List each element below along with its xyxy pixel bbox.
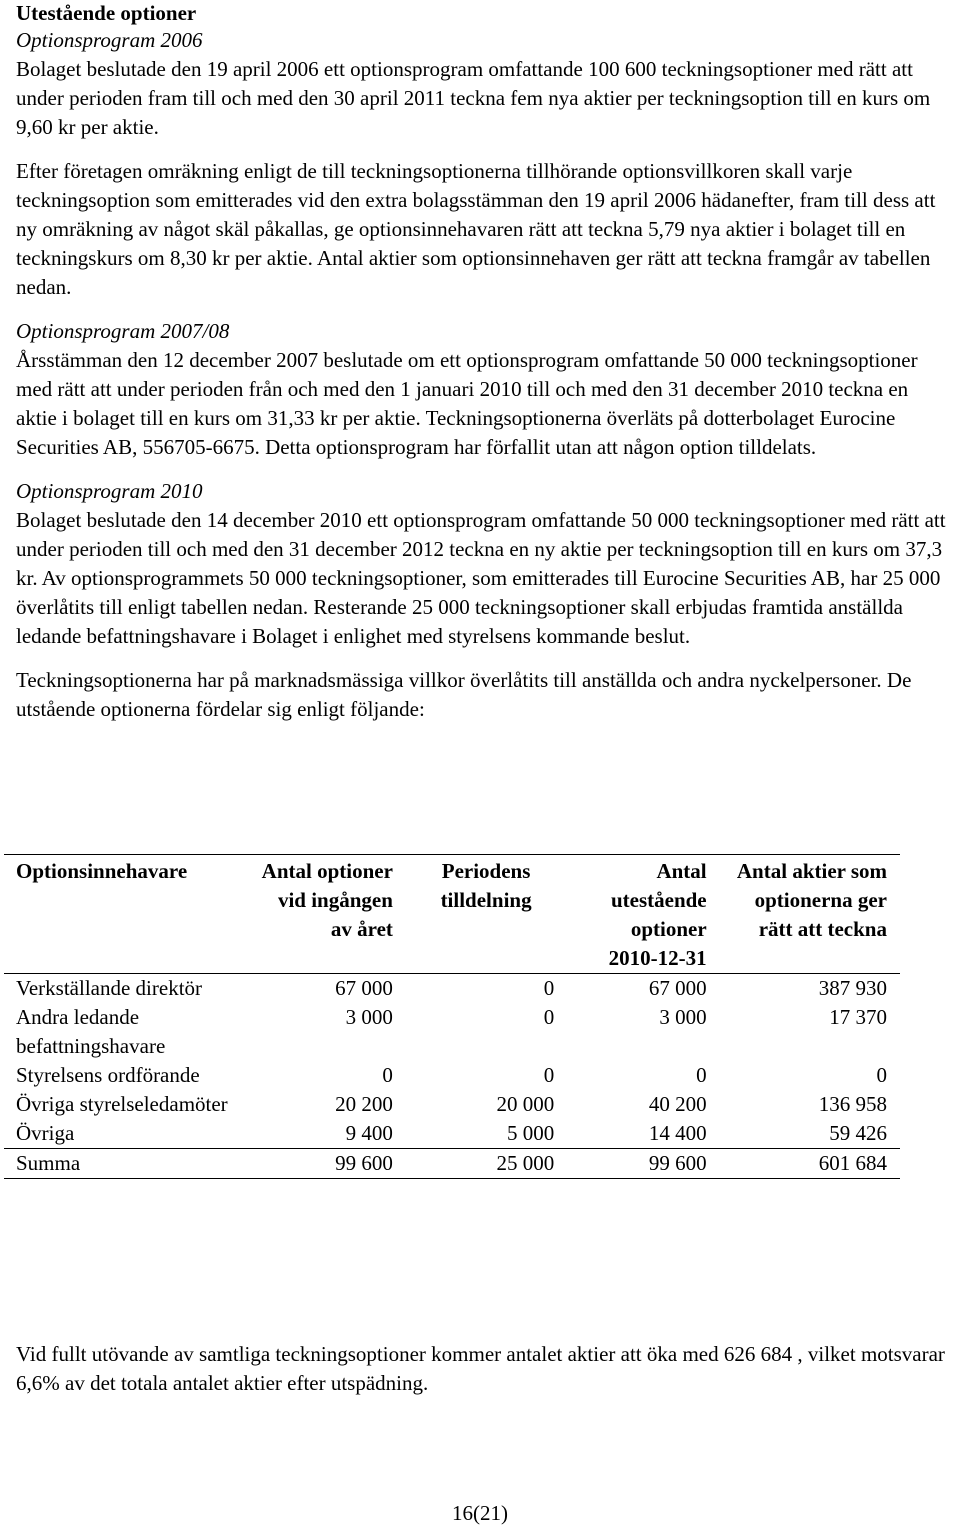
cell-start: 0 [382, 1063, 393, 1087]
cell-period: 5 000 [506, 1121, 555, 1145]
table-header-row [4, 855, 900, 974]
cell-total-start: 99 600 [245, 1149, 406, 1179]
cell-holder: Andra ledande befattningshavare [16, 1005, 166, 1058]
cell-total-shares: 601 684 [720, 1149, 900, 1179]
header-start: Antal optioner vid ingången av året [245, 855, 406, 974]
cell-shares: 59 426 [829, 1121, 887, 1145]
cell-start: 67 000 [335, 976, 393, 1000]
header-outstanding: Antal utestående optioner 2010-12-31 [567, 855, 719, 974]
cell-outstanding: 40 200 [648, 1092, 707, 1116]
cell-holder: Övriga [16, 1121, 75, 1145]
header-shares: Antal aktier som optionerna ger rätt att teckna [720, 855, 900, 974]
cell-outstanding: 3 000 [659, 1005, 707, 1029]
table-row [4, 1061, 900, 1090]
cell-start: 3 000 [345, 1005, 393, 1029]
table-row [4, 1003, 900, 1061]
cell-total-period: 25 000 [406, 1149, 567, 1179]
paragraph-2010: Bolaget beslutade den 14 december 2010 ett optionsprogram omfattande 50 000 teckningsoptioner med rätt att under perioden till och med den 31 december 2012 teckna en ny aktie per teckningsoption till en kurs om 37,3 kr. Av optionsprogrammets 50 000 teckningsoptioner, som emitterades till Eurocine Securities AB, har 25 000 överlåtits till enligt tabellen nedan. Resterande 25 000 teckningsoptioner skall erbjudas framtida anställda ledande befattningshavare i Bolaget i enlighet med styrelsens kommande beslut. [16, 508, 946, 648]
table-total-row [4, 1149, 900, 1179]
cell-holder: Övriga styrelseledamöter [16, 1092, 228, 1116]
table-row [4, 1090, 900, 1119]
table-row [4, 1119, 900, 1149]
cell-start: 9 400 [345, 1121, 393, 1145]
page-number: 16(21) [452, 1501, 508, 1525]
cell-period: 0 [543, 1005, 555, 1029]
cell-shares: 387 930 [818, 976, 887, 1000]
options-table [4, 854, 900, 1179]
cell-shares: 136 958 [818, 1092, 887, 1116]
cell-outstanding: 14 400 [648, 1121, 707, 1145]
header-holder: Optionsinnehavare [4, 855, 245, 974]
section-heading: Utestående optioner [16, 1, 197, 25]
header-period: Periodens tilldelning [406, 855, 567, 974]
paragraph-2010-allocation: Teckningsoptionerna har på marknadsmässiga villkor överlåtits till anställda och andra nyckelpersoner. De utstående optionerna fördelar sig enligt följande: [16, 668, 912, 721]
cell-shares: 0 [876, 1063, 887, 1087]
cell-holder: Verkställande direktör [16, 976, 203, 1000]
subhead-program-2006: Optionsprogram 2006 [16, 28, 203, 52]
document-body [16, 0, 951, 724]
paragraph-2006-intro: Bolaget beslutade den 19 april 2006 ett optionsprogram omfattande 100 600 teckningsoptioner med rätt att under perioden fram till och med den 30 april 2011 teckna fem nya aktier per teckningsoption till en kurs om 9,60 kr per aktie. [16, 57, 931, 139]
cell-total-outstanding: 99 600 [567, 1149, 719, 1179]
subhead-program-2010: Optionsprogram 2010 [16, 479, 203, 503]
cell-period: 20 000 [496, 1092, 555, 1116]
cell-shares: 17 370 [829, 1005, 887, 1029]
cell-holder: Styrelsens ordförande [16, 1063, 200, 1087]
cell-total-label: Summa [4, 1149, 245, 1179]
cell-outstanding: 67 000 [648, 976, 707, 1000]
cell-outstanding: 0 [696, 1063, 707, 1087]
cell-start: 20 200 [335, 1092, 393, 1116]
cell-period: 0 [543, 976, 555, 1000]
dilution-note: Vid fullt utövande av samtliga teckningsoptioner kommer antalet aktier att öka med 626 684 , vilket motsvarar 6,6% av det totala antalet aktier efter utspädning. [16, 1342, 945, 1395]
paragraph-2006-recalculation: Efter företagen omräkning enligt de till teckningsoptionerna tillhörande optionsvillkoren skall varje teckningsoption som emitterades vid den extra bolagsstämman den 19 april 2006 hädanefter, fram till dess att ny omräkning av något skäl påkallas, ge optionsinnehavaren rätt att teckna 5,79 nya aktier i bolaget till en teckningskurs om 8,30 kr per aktie. Antal aktier som optionsinnehaven ger rätt att teckna framgår av tabellen nedan. [16, 159, 936, 299]
table-row [4, 974, 900, 1004]
subhead-program-2007: Optionsprogram 2007/08 [16, 319, 230, 343]
cell-period: 0 [543, 1063, 555, 1087]
paragraph-2007: Årsstämman den 12 december 2007 beslutade om ett optionsprogram omfattande 50 000 teckningsoptioner med rätt att under perioden från och med den 1 januari 2010 till och med den 31 december 2010 teckna en aktie i bolaget till en kurs om 31,33 kr per aktie. Teckningsoptionerna överläts på dotterbolaget Eurocine Securities AB, 556705-6675. Detta optionsprogram har förfallit utan att någon option tilldelats. [16, 348, 918, 459]
